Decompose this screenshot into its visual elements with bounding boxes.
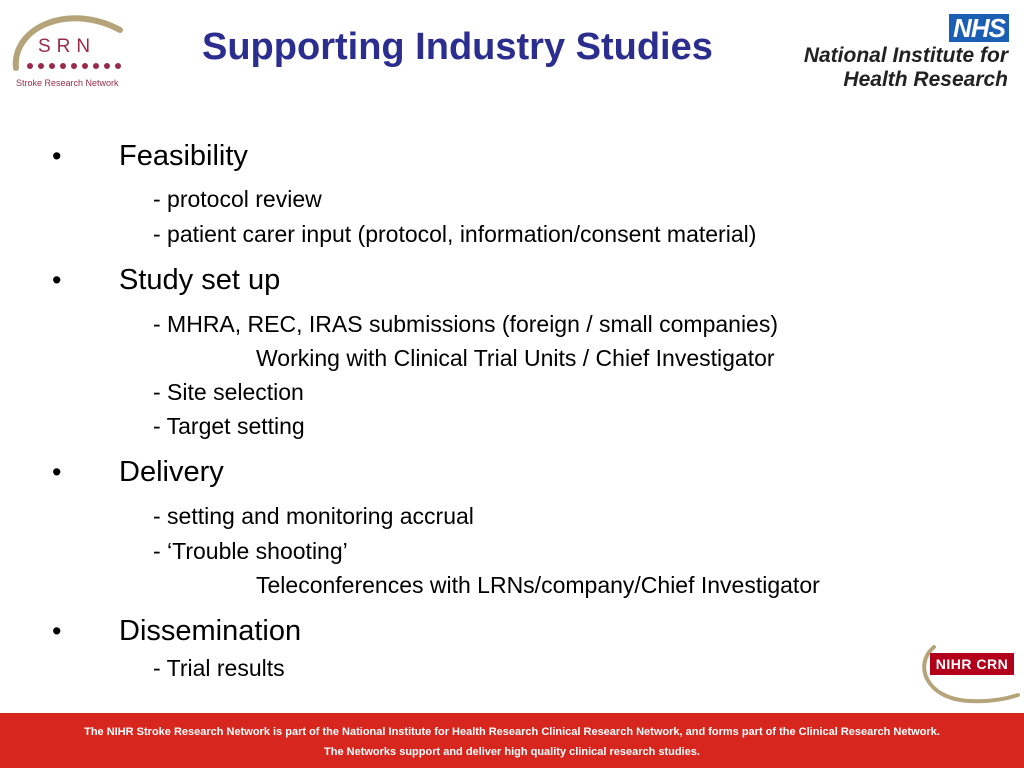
sub-item-indented: Working with Clinical Trial Units / Chief Investigator xyxy=(256,345,775,371)
bullet-label: Feasibility xyxy=(119,140,248,172)
nihr-name xyxy=(804,44,1008,92)
footer-line-2: The Networks support and deliver high quality clinical research studies. xyxy=(324,746,700,758)
footer-line-1: The NIHR Stroke Research Network is part of the National Institute for Health Research Clinical Research Network, and forms part of the Clinical Research Network. xyxy=(84,726,940,738)
crn-label: NIHR CRN xyxy=(930,653,1014,675)
bullet-label: Dissemination xyxy=(119,615,302,647)
sub-item: - patient carer input (protocol, information/consent material) xyxy=(153,221,757,247)
sub-item: - protocol review xyxy=(153,186,322,212)
sub-item: - Target setting xyxy=(153,413,305,439)
bullet-icon: • xyxy=(52,265,62,295)
sub-item: - Site selection xyxy=(153,379,304,405)
srn-logo-caption: Stroke Research Network xyxy=(16,78,119,88)
sub-item: - Trial results xyxy=(153,655,285,681)
srn-logo xyxy=(8,8,136,92)
nihr-name-line2: Health Research xyxy=(843,68,1008,91)
bullet-icon: • xyxy=(52,141,62,171)
page-title: Supporting Industry Studies xyxy=(202,26,713,68)
nihr-crn-logo xyxy=(920,643,1020,705)
bullet-label: Study set up xyxy=(119,264,281,296)
bullet-icon: • xyxy=(52,457,62,487)
bullet-label: Delivery xyxy=(119,456,224,488)
srn-logo-letters: SRN xyxy=(38,36,97,57)
nhs-logo: NHS xyxy=(949,14,1009,42)
nihr-name-line1: National Institute for xyxy=(803,44,1008,67)
sub-item: - ‘Trouble shooting’ xyxy=(153,538,348,564)
sub-item: - MHRA, REC, IRAS submissions (foreign / small companies) xyxy=(153,311,778,337)
sub-item-indented: Teleconferences with LRNs/company/Chief Investigator xyxy=(256,572,820,598)
sub-item: - setting and monitoring accrual xyxy=(153,503,474,529)
bullet-icon: • xyxy=(52,616,62,646)
footer-banner xyxy=(0,713,1024,768)
